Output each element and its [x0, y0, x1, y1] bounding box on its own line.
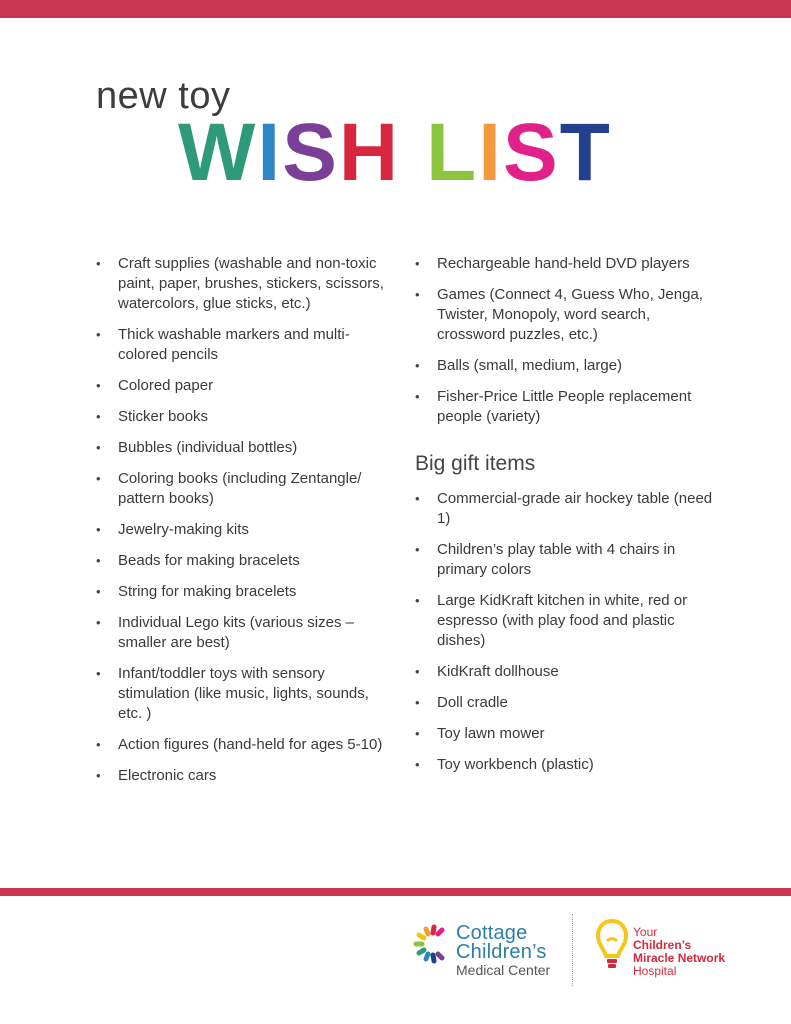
list-item — [96, 664, 386, 724]
ccmc-line3: Medical Center — [456, 962, 551, 978]
list-item-text: Balls (small, medium, large) — [437, 357, 623, 374]
bullet-icon: • — [96, 378, 101, 393]
list-item-text: Doll cradle — [437, 694, 508, 711]
bullet-icon: • — [415, 256, 420, 271]
list-item-text: Individual Lego kits (various sizes – smaller are best) — [118, 614, 354, 651]
bullet-icon: • — [415, 757, 420, 772]
wish-list-left-column — [96, 254, 386, 797]
bullet-icon: • — [96, 471, 101, 486]
bullet-icon: • — [96, 737, 101, 752]
list-item — [96, 376, 386, 396]
big-gift-heading: Big gift items — [415, 452, 536, 475]
cmn-line3: Miracle Network — [633, 951, 726, 965]
list-item-text: Games (Connect 4, Guess Who, Jenga, Twister, Monopoly, word search, crossword puzzles, etc.) — [437, 286, 703, 343]
list-item — [96, 551, 386, 571]
cottage-childrens-logo — [412, 918, 562, 978]
cmn-line4: Hospital — [633, 964, 677, 978]
wish-list-right-column — [415, 254, 715, 786]
top-accent-bar — [0, 0, 791, 18]
page-subtitle: new toy — [96, 75, 231, 117]
list-item-text: Action figures (hand-held for ages 5-10) — [118, 736, 383, 753]
list-item-text: Craft supplies (washable and non-toxic paint, paper, brushes, stickers, scissors, watercolors, glue sticks, etc.) — [118, 255, 384, 312]
title-letter: S — [503, 107, 560, 198]
bullet-icon: • — [96, 409, 101, 424]
title-letter: I — [478, 107, 504, 198]
logo-divider — [572, 914, 573, 986]
list-item — [96, 766, 386, 786]
list-item-text: Toy workbench (plastic) — [437, 756, 594, 773]
bullet-icon: • — [96, 584, 101, 599]
bullet-icon: • — [96, 615, 101, 630]
ccmc-line2: Children’s — [456, 941, 547, 963]
list-item — [96, 469, 386, 509]
list-item-text: Toy lawn mower — [437, 725, 545, 742]
cmn-line2: Children’s — [633, 938, 692, 952]
list-item-text: Thick washable markers and multi-colored pencils — [118, 326, 350, 363]
lightbulb-icon — [595, 918, 629, 976]
list-item-text: Jewelry-making kits — [118, 521, 249, 538]
bullet-icon: • — [415, 695, 420, 710]
title-letter: W — [178, 107, 258, 198]
list-item-text: Colored paper — [118, 377, 214, 394]
title-letter: L — [426, 107, 479, 198]
bullet-icon: • — [415, 358, 420, 373]
bullet-icon: • — [96, 768, 101, 783]
bullet-icon: • — [415, 664, 420, 679]
list-item-text: Beads for making bracelets — [118, 552, 300, 569]
bullet-icon: • — [96, 522, 101, 537]
ccmc-line1: Cottage — [456, 922, 528, 944]
list-item-text: Large KidKraft kitchen in white, red or espresso (with play food and plastic dishes) — [437, 592, 688, 649]
list-item — [415, 724, 715, 744]
bullet-icon: • — [96, 553, 101, 568]
list-item-text: Fisher-Price Little People replacement people (variety) — [437, 388, 692, 425]
list-item — [415, 693, 715, 713]
list-item — [415, 356, 715, 376]
bullet-icon: • — [96, 256, 101, 271]
bottom-accent-bar — [0, 888, 791, 896]
list-item-text: Infant/toddler toys with sensory stimulation (like music, lights, sounds, etc. ) — [118, 665, 369, 722]
list-item — [96, 325, 386, 365]
cmn-line1: Your — [633, 925, 658, 939]
list-item-text: KidKraft dollhouse — [437, 663, 559, 680]
list-item — [415, 387, 715, 427]
bullet-icon: • — [415, 287, 420, 302]
bullet-icon: • — [415, 389, 420, 404]
list-item — [96, 438, 386, 458]
bullet-icon: • — [415, 491, 420, 506]
list-item — [415, 285, 715, 345]
list-item — [415, 489, 715, 529]
list-item-text: Sticker books — [118, 408, 209, 425]
list-item-text: String for making bracelets — [118, 583, 297, 600]
list-item — [96, 735, 386, 755]
list-item-text: Children’s play table with 4 chairs in primary colors — [437, 541, 676, 578]
list-item-text: Coloring books (including Zentangle/ pattern books) — [118, 470, 362, 507]
bullet-icon: • — [96, 666, 101, 681]
title-letter: I — [257, 107, 283, 198]
list-item-text: Commercial-grade air hockey table (need 1) — [437, 490, 713, 527]
list-item — [96, 613, 386, 653]
list-item — [96, 407, 386, 427]
list-item — [96, 254, 386, 314]
list-item-text: Electronic cars — [118, 767, 217, 784]
list-item — [415, 662, 715, 682]
list-item — [415, 591, 715, 651]
list-item — [415, 755, 715, 775]
list-item-text: Rechargeable hand-held DVD players — [437, 255, 690, 272]
list-item — [415, 540, 715, 580]
bullet-icon: • — [415, 726, 420, 741]
title-letter: T — [559, 107, 612, 198]
list-item — [96, 582, 386, 602]
title-letter: S — [282, 107, 339, 198]
bullet-icon: • — [96, 440, 101, 455]
list-item-text: Bubbles (individual bottles) — [118, 439, 298, 456]
page-title — [178, 108, 612, 198]
bullet-icon: • — [415, 542, 420, 557]
list-item — [96, 520, 386, 540]
list-item — [415, 254, 715, 274]
bullet-icon: • — [415, 593, 420, 608]
cmn-hospital-logo — [595, 918, 745, 978]
bullet-icon: • — [96, 327, 101, 342]
title-letter: H — [338, 107, 401, 198]
cottage-rainbow-c-icon — [412, 922, 452, 966]
